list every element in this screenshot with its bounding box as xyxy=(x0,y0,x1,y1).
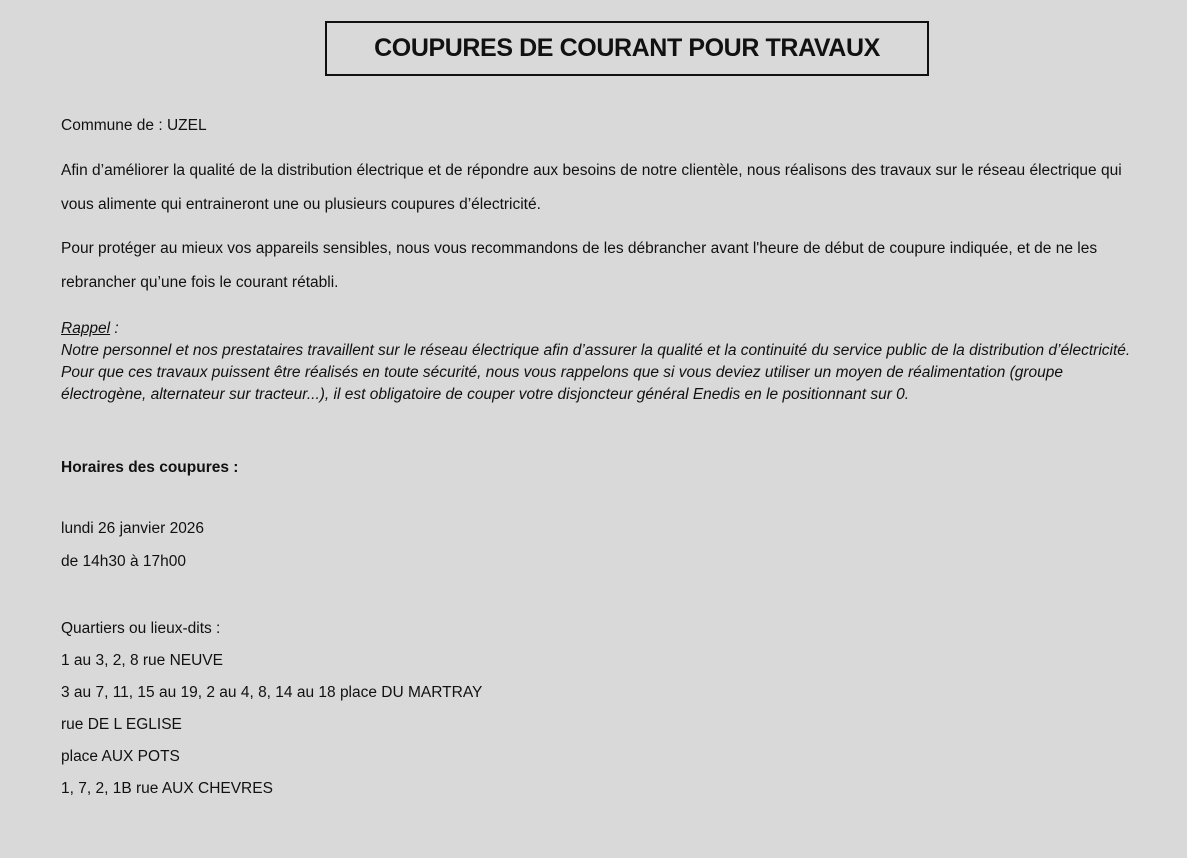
location-item: 1 au 3, 2, 8 rue NEUVE xyxy=(61,652,223,669)
schedule-time: de 14h30 à 17h00 xyxy=(61,553,186,570)
rappel-heading-label: Rappel xyxy=(61,320,111,337)
protection-paragraph xyxy=(61,232,1151,300)
intro-paragraph-text: Afin d’améliorer la qualité de la distribution électrique et de répondre aux besoins de notre clientèle, nous réalisons des travaux sur le réseau électrique qui vous alimente qui entraineront une ou plusieurs coupures d’électricité. xyxy=(61,162,1122,213)
schedule-date: lundi 26 janvier 2026 xyxy=(61,520,205,537)
page-title: COUPURES DE COURANT POUR TRAVAUX xyxy=(374,34,880,62)
rappel-text: Notre personnel et nos prestataires travaillent sur le réseau électrique afin d’assurer la qualité et la continuité du service public de la distribution d’électricité. Pour que ces travaux puissent être réalisés en toute sécurité, nous vous rappelons que si vous deviez utiliser un moyen de réalimentation (groupe électrogène, alternateur sur tracteur...), il est obligatoire de couper votre disjoncteur général Enedis en le positionnant sur 0. xyxy=(61,342,1131,403)
commune-line: Commune de : UZEL xyxy=(61,117,207,134)
intro-paragraph xyxy=(61,154,1151,222)
location-item: 3 au 7, 11, 15 au 19, 2 au 4, 8, 14 au 18 place DU MARTRAY xyxy=(61,684,483,701)
schedule-heading: Horaires des coupures : xyxy=(61,459,239,476)
locations-heading: Quartiers ou lieux-dits : xyxy=(61,620,221,637)
rappel-heading xyxy=(61,318,1151,340)
location-item: 1, 7, 2, 1B rue AUX CHEVRES xyxy=(61,780,273,797)
rappel-block xyxy=(61,318,1151,406)
location-item: place AUX POTS xyxy=(61,748,180,765)
location-item: rue DE L EGLISE xyxy=(61,716,182,733)
protection-paragraph-text: Pour protéger au mieux vos appareils sensibles, nous vous recommandons de les débrancher avant l'heure de début de coupure indiquée, et de ne les rebrancher qu’une fois le courant rétabli. xyxy=(61,240,1098,291)
rappel-heading-suffix: : xyxy=(110,320,119,337)
title-box xyxy=(325,21,929,76)
